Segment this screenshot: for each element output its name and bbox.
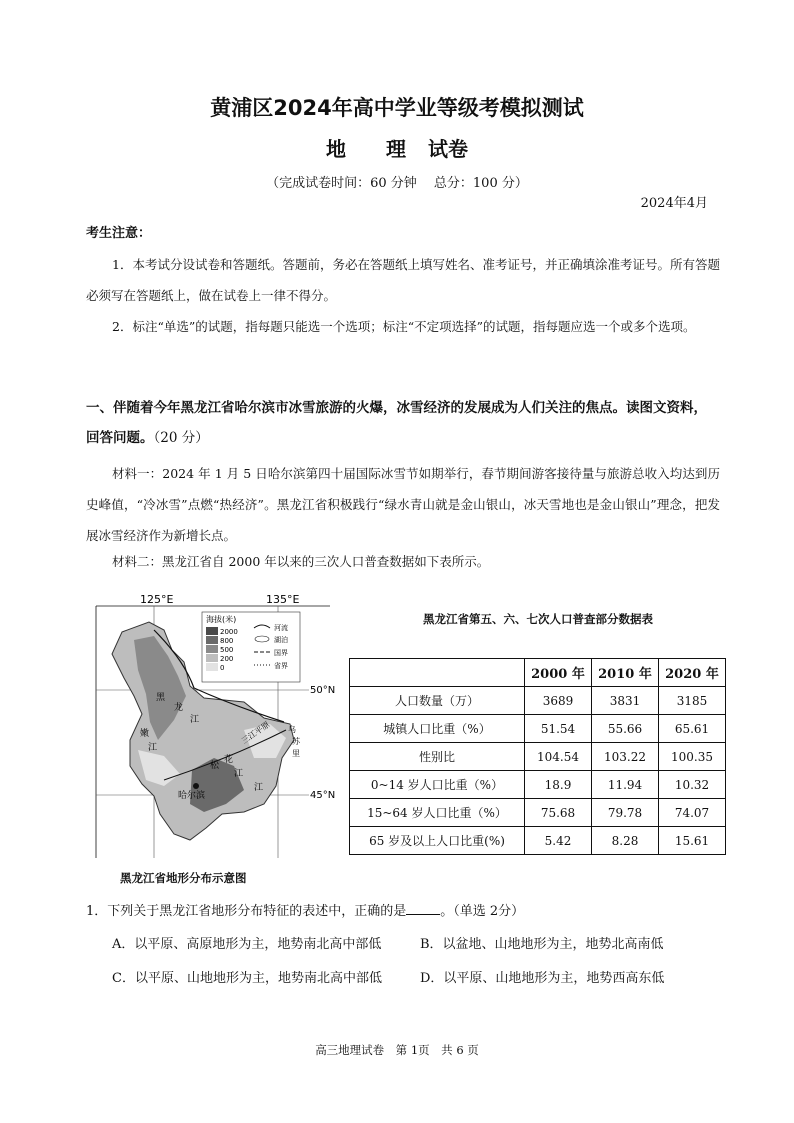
legend-swatch-3: [206, 645, 218, 653]
subject-char-2: 理: [386, 137, 406, 161]
answer-blank[interactable]: [406, 902, 440, 915]
map-label-6: 里: [292, 749, 300, 758]
harbin-dot: [193, 783, 199, 789]
section-1-text: 一、伴随着今年黑龙江省哈尔滨市冰雪旅游的火爆，冰雪经济的发展成为人们关注的焦点。读图文资料，回答问题。: [86, 400, 707, 446]
table-cell: 75.68: [525, 799, 592, 827]
legend-swatch-2: [206, 636, 218, 644]
table-cell: 65.61: [659, 715, 726, 743]
legend-title: 海拔(米): [206, 615, 237, 624]
table-row: [350, 827, 726, 855]
option-a[interactable]: A．以平原、高原地形为主，地势南北高中部低: [112, 937, 382, 952]
map-label-12: 江: [148, 743, 158, 753]
table-row: [350, 715, 726, 743]
row-label: 人口数量（万）: [350, 687, 525, 715]
subject-char-1: 地: [326, 137, 346, 161]
legend-lake-icon: [255, 636, 269, 642]
legend-item-border: 国界: [274, 649, 288, 657]
table-cell: 55.66: [592, 715, 659, 743]
legend-swatch-1: [206, 627, 218, 635]
table-cell: 104.54: [525, 743, 592, 771]
table-cell: 11.94: [592, 771, 659, 799]
row-label: 城镇人口比重（%）: [350, 715, 525, 743]
row-label: 65 岁及以上人口比重(%): [350, 827, 525, 855]
table-row: [350, 799, 726, 827]
table-header-row: [350, 659, 726, 687]
map-label-10: 江: [234, 769, 244, 779]
option-b[interactable]: B．以盆地、山地地形为主，地势北高南低: [420, 937, 664, 952]
map-label-11: 嫩: [140, 729, 150, 739]
table-col-2000: 2000 年: [525, 659, 592, 687]
row-label: 性别比: [350, 743, 525, 771]
row-label: 0~14 岁人口比重（%）: [350, 771, 525, 799]
table-cell: 3185: [659, 687, 726, 715]
option-c[interactable]: C．以平原、山地地形为主，地势南北高中部低: [112, 971, 382, 986]
map-label-3: 三江平原: [239, 719, 272, 746]
table-cell: 79.78: [592, 799, 659, 827]
legend-swatch-5: [206, 663, 218, 671]
table-cell: 3689: [525, 687, 592, 715]
material-2: 材料二：黑龙江省自 2000 年以来的三次人口普查数据如下表所示。: [112, 554, 490, 569]
table-corner: [350, 659, 525, 687]
table-title: 黑龙江省第五、六、七次人口普查部分数据表: [423, 612, 653, 626]
table-col-2020: 2020 年: [659, 659, 726, 687]
table-cell: 103.22: [592, 743, 659, 771]
table-cell: 5.42: [525, 827, 592, 855]
row-label: 15~64 岁人口比重（%）: [350, 799, 525, 827]
table-cell: 3831: [592, 687, 659, 715]
question-1-stem: [86, 900, 524, 919]
section-1-heading: [86, 393, 720, 453]
legend-level-3: 500: [220, 646, 234, 654]
map-label-0: 黑: [156, 693, 166, 703]
table-cell: 10.32: [659, 771, 726, 799]
legend-level-2: 800: [220, 637, 234, 645]
census-table: [349, 658, 726, 855]
legend-item-lake: 湖泊: [274, 636, 288, 644]
map-label-9: 花: [224, 755, 234, 765]
option-d[interactable]: D．以平原、山地地形为主，地势西高东低: [420, 971, 665, 986]
section-1-score: （20 分）: [153, 430, 209, 446]
exam-timing: （完成试卷时间：60 分钟 总分：100 分）: [266, 176, 528, 191]
page-footer: 高三地理试卷 第 1页 共 6 页: [315, 1043, 479, 1057]
legend-level-4: 200: [220, 655, 234, 663]
table-cell: 51.54: [525, 715, 592, 743]
table-cell: 100.35: [659, 743, 726, 771]
legend-item-river: 河流: [274, 624, 288, 632]
map-label-7: 江: [254, 783, 264, 793]
lon-label-135: 135°E: [266, 593, 300, 606]
map-label-8: 松: [210, 761, 220, 771]
legend-level-5: 0: [220, 664, 225, 672]
table-row: [350, 771, 726, 799]
subject-char-3: 试卷: [428, 137, 468, 161]
question-1-type: 。（单选 2分）: [440, 904, 525, 919]
city-label-harbin: 哈尔滨: [178, 791, 206, 801]
material-1: 材料一：2024 年 1 月 5 日哈尔滨第四十届国际冰雪节如期举行，春节期间游客接待量与旅游总收入均达到历史峰值，“冷冰雪”点燃“热经济”。黑龙江省积极践行“绿水青山就是金山银山，冰天雪地也是金山银山”理念，把发展冰雪经济作为新增长点。: [86, 466, 720, 543]
table-cell: 74.07: [659, 799, 726, 827]
table-cell: 15.61: [659, 827, 726, 855]
exam-date: 2024年4月: [640, 196, 708, 211]
map-label-2: 江: [190, 715, 200, 725]
map-caption: 黑龙江省地形分布示意图: [120, 871, 247, 885]
exam-title: 黄浦区2024年高中学业等级考模拟测试: [210, 96, 584, 120]
legend-item-province: 省界: [274, 662, 288, 670]
lon-label-125: 125°E: [140, 593, 174, 606]
terrain-map: [94, 590, 336, 858]
table-col-2010: 2010 年: [592, 659, 659, 687]
notice-item-1: 1．本考试分设试卷和答题纸。答题前，务必在答题纸上填写姓名、准考证号，并正确填涂准考证号。所有答题必须写在答题纸上，做在试卷上一律不得分。: [86, 257, 720, 303]
notice-heading: 考生注意：: [86, 226, 152, 241]
table-cell: 8.28: [592, 827, 659, 855]
map-label-5: 苏: [292, 737, 300, 746]
legend-swatch-4: [206, 654, 218, 662]
table-row: [350, 743, 726, 771]
table-cell: 18.9: [525, 771, 592, 799]
legend-level-1: 2000: [220, 628, 238, 636]
terrain-map-svg: [94, 590, 336, 858]
notice-item-2: 2．标注“单选”的试题，指每题只能选一个选项；标注“不定项选择”的试题，指每题应选一个或多个选项。: [112, 319, 696, 334]
lat-label-45: 45°N: [310, 790, 336, 801]
map-label-1: 龙: [174, 703, 184, 713]
table-row: [350, 687, 726, 715]
subject-title: [0, 133, 794, 162]
lat-label-50: 50°N: [310, 685, 336, 696]
map-label-4: 乌: [288, 725, 296, 734]
question-1-text: 1．下列关于黑龙江省地形分布特征的表述中，正确的是: [86, 904, 407, 919]
